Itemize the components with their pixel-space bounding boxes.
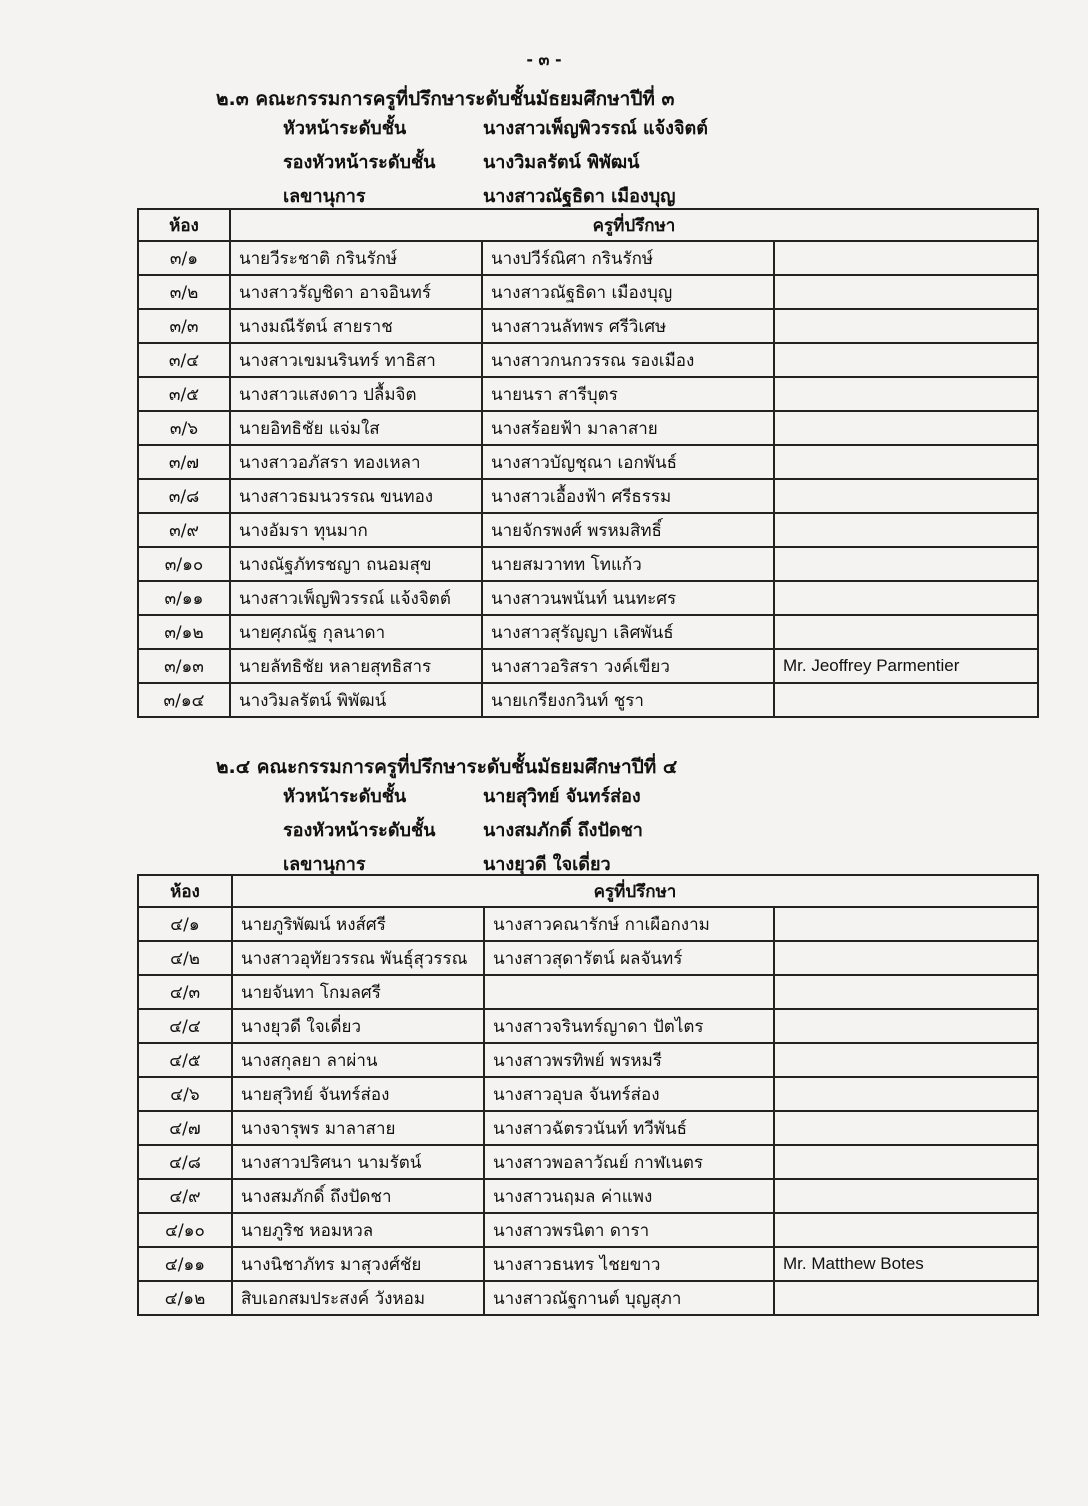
advisor-table-m3: [137, 208, 1039, 718]
advisor-3-cell: Mr. Matthew Botes: [774, 1247, 1038, 1281]
advisor-3-cell: [774, 615, 1038, 649]
advisor-1-cell: นางณัฐภัทรชญา ถนอมสุข: [230, 547, 482, 581]
advisor-2-cell: นางสาวนลัทพร ศรีวิเศษ: [482, 309, 774, 343]
table-row: [138, 1111, 1038, 1145]
head-label: หัวหน้าระดับชั้น: [283, 117, 407, 139]
room-cell: ๔/๗: [138, 1111, 232, 1145]
room-cell: ๓/๗: [138, 445, 230, 479]
room-cell: ๔/๑๒: [138, 1281, 232, 1315]
advisor-3-cell: [774, 411, 1038, 445]
deputy-row: [283, 812, 643, 846]
advisor-1-cell: นางสาวเขมนรินทร์ ทาธิสา: [230, 343, 482, 377]
advisor-2-cell: นายนรา สารีบุตร: [482, 377, 774, 411]
advisor-1-cell: นายภูริพัฒน์ หงส์ศรี: [232, 907, 484, 941]
advisor-1-cell: นายศุภณัฐ กุลนาดา: [230, 615, 482, 649]
table-body-m4: [138, 907, 1038, 1315]
table-row: [138, 275, 1038, 309]
advisor-2-cell: นางสร้อยฟ้า มาลาสาย: [482, 411, 774, 445]
advisor-1-cell: นางสมภักดิ์ ถึงปัดชา: [232, 1179, 484, 1213]
table-row: [138, 343, 1038, 377]
room-cell: ๔/๔: [138, 1009, 232, 1043]
advisor-2-cell: นางสาวณัฐกานต์ บุญสุภา: [484, 1281, 774, 1315]
advisor-2-cell: นางสาวณัฐธิดา เมืองบุญ: [482, 275, 774, 309]
col-advisors-header: ครูที่ปรึกษา: [232, 875, 1038, 907]
advisor-3-cell: [774, 1111, 1038, 1145]
advisor-2-cell: นางสาวสุดารัตน์ ผลจันทร์: [484, 941, 774, 975]
advisor-2-cell: นางสาวนพนันท์ นนทะศร: [482, 581, 774, 615]
advisor-2-cell: นางสาวธนทร ไชยขาว: [484, 1247, 774, 1281]
advisor-2-cell: นางสาวอุบล จันทร์ส่อง: [484, 1077, 774, 1111]
advisor-2-cell: นางสาวสุรัญญา เลิศพันธ์: [482, 615, 774, 649]
table-row: [138, 1009, 1038, 1043]
room-cell: ๓/๑๒: [138, 615, 230, 649]
table-row: [138, 241, 1038, 275]
advisor-2-cell: นางสาวกนกวรรณ รองเมือง: [482, 343, 774, 377]
advisor-1-cell: นางอัมรา ทุนมาก: [230, 513, 482, 547]
section-title-m3: ๒.๓ คณะกรรมการครูที่ปรึกษาระดับชั้นมัธยมศึกษาปีที่ ๓: [216, 88, 675, 110]
room-cell: ๓/๓: [138, 309, 230, 343]
table-row: [138, 975, 1038, 1009]
secretary-label: เลขานุการ: [283, 853, 366, 875]
secretary-value: นางสาวณัฐธิดา เมืองบุญ: [483, 185, 676, 207]
room-cell: ๔/๙: [138, 1179, 232, 1213]
section-title-m4: ๒.๔ คณะกรรมการครูที่ปรึกษาระดับชั้นมัธยมศึกษาปีที่ ๔: [216, 756, 678, 778]
advisor-3-cell: [774, 445, 1038, 479]
advisor-2-cell: นางสาวพอลาวัณย์ กาฬเนตร: [484, 1145, 774, 1179]
advisor-3-cell: [774, 309, 1038, 343]
table-row: [138, 941, 1038, 975]
advisor-1-cell: นายภูริช หอมหวล: [232, 1213, 484, 1247]
advisor-2-cell: นางสาวพรทิพย์ พรหมรี: [484, 1043, 774, 1077]
room-cell: ๔/๑๑: [138, 1247, 232, 1281]
table-row: [138, 479, 1038, 513]
advisor-1-cell: นางสาวอุทัยวรรณ พันธุ์สุวรรณ: [232, 941, 484, 975]
advisor-1-cell: นายอิทธิชัย แจ่มใส: [230, 411, 482, 445]
advisor-1-cell: นางสาวปริศนา นามรัตน์: [232, 1145, 484, 1179]
advisor-1-cell: นางสาวธมนวรรณ ขนทอง: [230, 479, 482, 513]
room-cell: ๓/๔: [138, 343, 230, 377]
advisor-2-cell: นายจักรพงศ์ พรหมสิทธิ์: [482, 513, 774, 547]
advisor-3-cell: [774, 975, 1038, 1009]
room-cell: ๔/๖: [138, 1077, 232, 1111]
table-row: [138, 581, 1038, 615]
room-cell: ๓/๑๐: [138, 547, 230, 581]
table-row: [138, 377, 1038, 411]
secretary-value: นางยุวดี ใจเดี่ยว: [483, 853, 611, 875]
committee-info-m3: [283, 110, 708, 212]
advisor-3-cell: [774, 907, 1038, 941]
advisor-1-cell: นางนิชาภัทร มาสุวงศ์ชัย: [232, 1247, 484, 1281]
advisor-2-cell: นายสมวาทท โทแก้ว: [482, 547, 774, 581]
room-cell: ๔/๓: [138, 975, 232, 1009]
table-row: [138, 615, 1038, 649]
deputy-value: นางสมภักดิ์ ถึงปัดชา: [483, 819, 643, 841]
deputy-label: รองหัวหน้าระดับชั้น: [283, 819, 436, 841]
advisor-3-cell: [774, 1213, 1038, 1247]
advisor-3-cell: [774, 1043, 1038, 1077]
table-row: [138, 1145, 1038, 1179]
advisor-2-cell: นางสาวอริสรา วงค์เขียว: [482, 649, 774, 683]
advisor-3-cell: [774, 941, 1038, 975]
table-body-m3: [138, 241, 1038, 717]
advisor-1-cell: นายลัทธิชัย หลายสุทธิสาร: [230, 649, 482, 683]
secretary-row: [283, 178, 708, 212]
table-row: [138, 547, 1038, 581]
room-cell: ๓/๙: [138, 513, 230, 547]
advisor-table-m4: [137, 874, 1039, 1316]
advisor-1-cell: นางสกุลยา ลาผ่าน: [232, 1043, 484, 1077]
room-cell: ๔/๑: [138, 907, 232, 941]
table-row: [138, 1077, 1038, 1111]
advisor-3-cell: [774, 241, 1038, 275]
table-row: [138, 309, 1038, 343]
advisor-3-cell: [774, 343, 1038, 377]
advisor-3-cell: [774, 1145, 1038, 1179]
table-row: [138, 1179, 1038, 1213]
table-row: [138, 907, 1038, 941]
room-cell: ๔/๒: [138, 941, 232, 975]
deputy-label: รองหัวหน้าระดับชั้น: [283, 151, 436, 173]
advisor-2-cell: นางสาวจรินทร์ญาดา ปัตไตร: [484, 1009, 774, 1043]
advisor-2-cell: [484, 975, 774, 1009]
table-row: [138, 1247, 1038, 1281]
room-cell: ๓/๕: [138, 377, 230, 411]
room-cell: ๔/๕: [138, 1043, 232, 1077]
advisor-1-cell: นางมณีรัตน์ สายราช: [230, 309, 482, 343]
advisor-3-cell: [774, 275, 1038, 309]
advisor-1-cell: นายสุวิทย์ จันทร์ส่อง: [232, 1077, 484, 1111]
advisor-3-cell: [774, 513, 1038, 547]
table-row: [138, 1281, 1038, 1315]
advisor-3-cell: [774, 1009, 1038, 1043]
table-header: [138, 875, 1038, 907]
advisor-2-cell: นางสาวฉัตรวนันท์ ทวีพันธ์: [484, 1111, 774, 1145]
advisor-1-cell: นายจันทา โกมลศรี: [232, 975, 484, 1009]
table-header: [138, 209, 1038, 241]
advisor-1-cell: นางวิมลรัตน์ พิพัฒน์: [230, 683, 482, 717]
advisor-1-cell: นางยุวดี ใจเดี่ยว: [232, 1009, 484, 1043]
secretary-label: เลขานุการ: [283, 185, 366, 207]
advisor-3-cell: Mr. Jeoffrey Parmentier: [774, 649, 1038, 683]
advisor-2-cell: นางสาวบัญชุณา เอกพันธ์: [482, 445, 774, 479]
head-value: นางสาวเพ็ญพิวรรณ์ แจ้งจิตต์: [483, 117, 708, 139]
advisor-1-cell: นางสาวรัญชิดา อาจอินทร์: [230, 275, 482, 309]
advisor-3-cell: [774, 1077, 1038, 1111]
advisor-2-cell: นางสาวเอื้องฟ้า ศรีธรรม: [482, 479, 774, 513]
advisor-1-cell: นายวีระชาติ กรินรักษ์: [230, 241, 482, 275]
advisor-1-cell: นางสาวแสงดาว ปลื้มจิต: [230, 377, 482, 411]
room-cell: ๓/๘: [138, 479, 230, 513]
head-row: [283, 110, 708, 144]
advisor-3-cell: [774, 1179, 1038, 1213]
advisor-1-cell: นางสาวเพ็ญพิวรรณ์ แจ้งจิตต์: [230, 581, 482, 615]
advisor-3-cell: [774, 547, 1038, 581]
room-cell: ๓/๑๓: [138, 649, 230, 683]
deputy-row: [283, 144, 708, 178]
room-cell: ๓/๖: [138, 411, 230, 445]
table-row: [138, 513, 1038, 547]
deputy-value: นางวิมลรัตน์ พิพัฒน์: [483, 151, 640, 173]
advisor-2-cell: นางปวีร์ณิศา กรินรักษ์: [482, 241, 774, 275]
advisor-3-cell: [774, 683, 1038, 717]
col-advisors-header: ครูที่ปรึกษา: [230, 209, 1038, 241]
advisor-3-cell: [774, 581, 1038, 615]
table-row: [138, 445, 1038, 479]
table-row: [138, 1213, 1038, 1247]
advisor-1-cell: สิบเอกสมประสงค์ วังหอม: [232, 1281, 484, 1315]
table-row: [138, 411, 1038, 445]
advisor-1-cell: นางสาวอภัสรา ทองเหลา: [230, 445, 482, 479]
advisor-3-cell: [774, 479, 1038, 513]
table-row: [138, 649, 1038, 683]
room-cell: ๔/๑๐: [138, 1213, 232, 1247]
head-row: [283, 778, 643, 812]
table-row: [138, 1043, 1038, 1077]
advisor-3-cell: [774, 1281, 1038, 1315]
advisor-2-cell: นางสาวนฤมล ค่าแพง: [484, 1179, 774, 1213]
room-cell: ๓/๒: [138, 275, 230, 309]
room-cell: ๓/๑๔: [138, 683, 230, 717]
room-cell: ๓/๑: [138, 241, 230, 275]
col-room-header: ห้อง: [138, 209, 230, 241]
room-cell: ๓/๑๑: [138, 581, 230, 615]
advisor-2-cell: นางสาวคณารักษ์ กาเผือกงาม: [484, 907, 774, 941]
room-cell: ๔/๘: [138, 1145, 232, 1179]
advisor-2-cell: นายเกรียงกวินท์ ชูรา: [482, 683, 774, 717]
advisor-2-cell: นางสาวพรนิตา ดารา: [484, 1213, 774, 1247]
committee-info-m4: [283, 778, 643, 880]
table-row: [138, 683, 1038, 717]
page-number: - ๓ -: [526, 50, 562, 69]
advisor-3-cell: [774, 377, 1038, 411]
col-room-header: ห้อง: [138, 875, 232, 907]
advisor-1-cell: นางจารุพร มาลาสาย: [232, 1111, 484, 1145]
head-label: หัวหน้าระดับชั้น: [283, 785, 407, 807]
head-value: นายสุวิทย์ จันทร์ส่อง: [483, 785, 641, 807]
